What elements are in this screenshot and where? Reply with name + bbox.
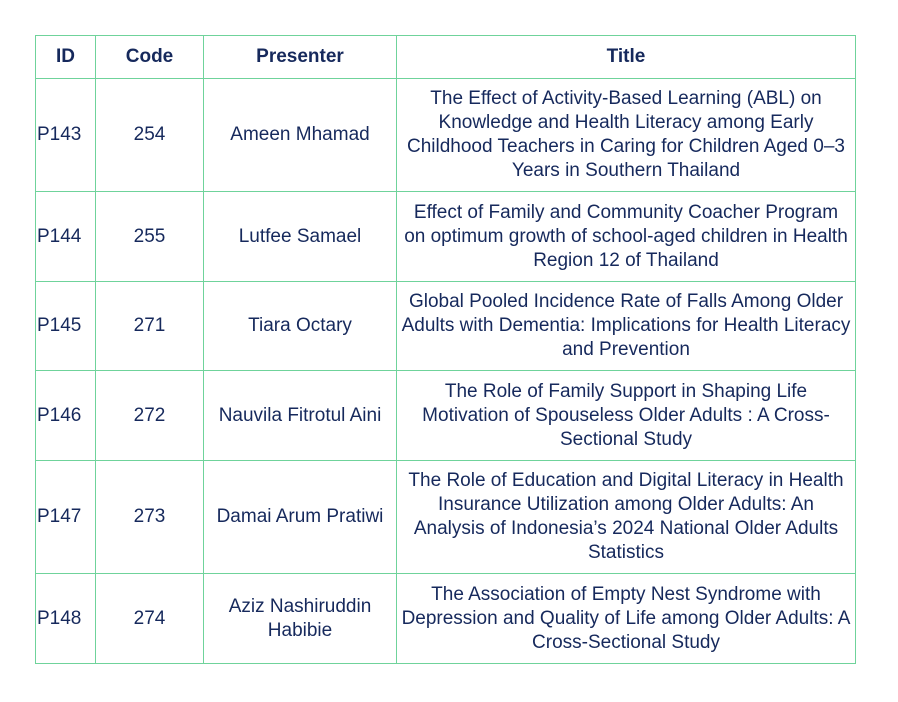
- code-cell: 255: [96, 192, 204, 282]
- header-id: ID: [36, 36, 96, 79]
- id-cell: P148: [36, 574, 96, 664]
- table-row: [36, 574, 856, 664]
- table-row: [36, 371, 856, 461]
- presenter-cell: Lutfee Samael: [204, 192, 397, 282]
- id-cell: P147: [36, 461, 96, 574]
- id-cell: P143: [36, 79, 96, 192]
- code-cell: 274: [96, 574, 204, 664]
- title-cell: The Role of Family Support in Shaping Life Motivation of Spouseless Older Adults : A Cross-Sectional Study: [397, 371, 856, 461]
- table-row: [36, 282, 856, 371]
- header-presenter: Presenter: [204, 36, 397, 79]
- id-cell: P144: [36, 192, 96, 282]
- table-row: [36, 461, 856, 574]
- id-cell: P145: [36, 282, 96, 371]
- id-cell: P146: [36, 371, 96, 461]
- presenter-cell: Aziz Nashiruddin Habibie: [204, 574, 397, 664]
- presenter-cell: Nauvila Fitrotul Aini: [204, 371, 397, 461]
- presenter-cell: Damai Arum Pratiwi: [204, 461, 397, 574]
- header-code: Code: [96, 36, 204, 79]
- code-cell: 271: [96, 282, 204, 371]
- title-cell: Global Pooled Incidence Rate of Falls Among Older Adults with Dementia: Implications for Health Literacy and Prevention: [397, 282, 856, 371]
- table-header: [36, 36, 856, 79]
- presentation-table: [35, 35, 856, 664]
- title-cell: Effect of Family and Community Coacher Program on optimum growth of school-aged children in Health Region 12 of Thailand: [397, 192, 856, 282]
- title-cell: The Role of Education and Digital Literacy in Health Insurance Utilization among Older Adults: An Analysis of Indonesia’s 2024 National Older Adults Statistics: [397, 461, 856, 574]
- presenter-cell: Tiara Octary: [204, 282, 397, 371]
- header-title: Title: [397, 36, 856, 79]
- table-body: [36, 79, 856, 664]
- title-cell: The Effect of Activity-Based Learning (ABL) on Knowledge and Health Literacy among Early Childhood Teachers in Caring for Children Aged 0–3 Years in Southern Thailand: [397, 79, 856, 192]
- code-cell: 272: [96, 371, 204, 461]
- title-cell: The Association of Empty Nest Syndrome with Depression and Quality of Life among Older Adults: A Cross-Sectional Study: [397, 574, 856, 664]
- header-row: [36, 36, 856, 79]
- table-row: [36, 192, 856, 282]
- code-cell: 273: [96, 461, 204, 574]
- table-row: [36, 79, 856, 192]
- code-cell: 254: [96, 79, 204, 192]
- presenter-cell: Ameen Mhamad: [204, 79, 397, 192]
